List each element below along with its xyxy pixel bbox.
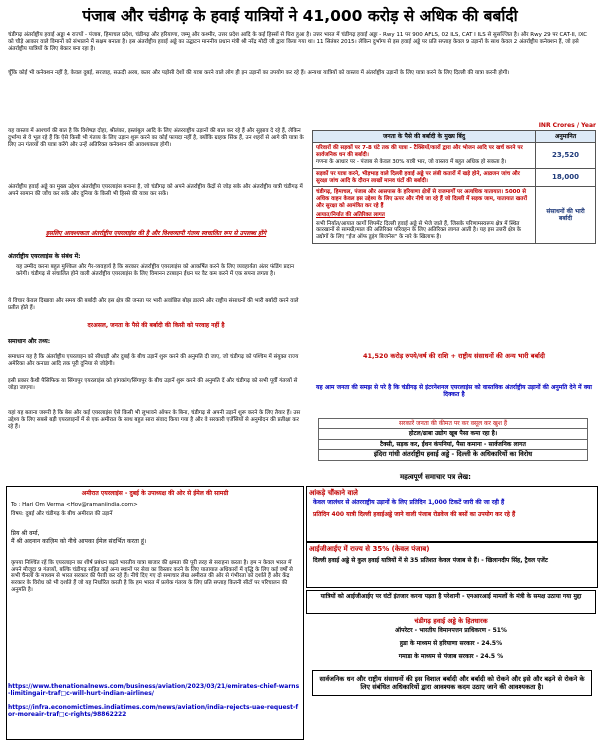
email-to-label: To : (11, 502, 21, 509)
left-paragraph-3: यह उम्मीद करना बहुत मुश्किल और गैर-व्यवहार्य है कि सरकार अंतर्राष्ट्रीय एयरलाइंस को आकर्षित करने के लिए व्यवहार्यता अंतर फंडिंग प्रदान करेगी। चंडीगढ़ से संचालित होने वाली अंतर्राष्ट्रीय एयरलाइंस के लिए विमानन टरबाइन ईंधन पर वैट कम करने में एक सपना लगता है। (16, 264, 295, 277)
stakeholder-3: गमाडा के माध्यम से पंजाब सरकार - 24.5 % (398, 653, 504, 660)
percentage-title: आईजीआईए में राज्य से 35% (केवल पंजाब) (309, 545, 430, 553)
waste-row-3 (313, 187, 536, 244)
percentage-box (306, 542, 598, 588)
stakeholder-1: ऑपरेटर - भारतीय विमानपत्तन प्राधिकरण - 51% (395, 627, 507, 634)
beneficiaries-table (318, 418, 588, 461)
waste-row-2-value: 18,000 (536, 168, 596, 187)
intro-paragraph-1: चंडीगढ़ अंतर्राष्ट्रीय हवाई अड्डा 4 राज्यों - पंजाब, हिमाचल प्रदेश, चंडीगढ़ और हरियाणा, जम्मू और कश्मीर, उत्तर प्रदेश आदि के कई हिस्सों से घिरा हुआ है। उत्तर भारत में चंडीगढ़ हवाई अड्डा - Rwy 11 पर 900 AFLS, 02 ILS, CAT I ILS से सुसज्जित है। और Rwy 29 पर CAT-II, IXC को चौड़े आकार वाले विमानों को संभालने में सक्षम बनाता है। इस अंतर्राष्ट्रीय हवाई अड्डे का उद्घाटन माननीय प्रधान मंत्री श्री नरेंद्र मोदी जी द्वारा किया गया था। 11 सितंबर 2015। लेकिन दुर्भाग्य से इस हवाई अड्डे पर प्रति सप्ताह केवल 9 उड़ानों के साथ केवल 2 अंतर्राष्ट्रीय कनेक्शन हैं, जो इसे अंतर्राष्ट्रीय यात्रियों के लिए बेकार बना रहा है। (8, 32, 588, 52)
email-body: कृपया निश्चिंत रहें कि एयरलाइन का शीर्ष प्रबंधन बढ़ते भारतीय यात्रा बाजार की क्षमता की पूरी तरह से सराहना करता है। हम न केवल भारत में अपने मौजूदा 9 गंतव्यों, बल्कि चंडीगढ़ सहित कई अन्य स्थानों पर सेवा का विस्तार करने के लिए यातायात अधिकारों में वृद्धि के लिए कई वर्षों से सभी चैनलों के माध्यम से भारत सरकार की पैरवी कर रहे हैं। नीचे दिए गए दो समाचार लेख अमीरात की ओर से गंभीरता को दर्शाते हैं और केंद्र सरकार के विरोध को भी दर्शाते हैं जो यह निर्धारित करती है कि हम भारत में प्रत्येक गंतव्य के लिए प्रति सप्ताह कितनी सीटों पर परिचालन की अनुमति है। (11, 559, 293, 593)
left-heading-international-airlines: अंतर्राष्ट्रीय एयरलाइंस के संबंध में: (8, 253, 81, 260)
intro-paragraph-2: चूँकि कोई भी कनेक्शन नहीं है, केवल दुबई, सरजाह, सऊदी अरब, कतर और पड़ोसी देशों की यात्रा करने वाले लोग ही इन उड़ानों का उपयोग कर रहे हैं। अन्यथा यात्रियों को वास्तव में अंतर्राष्ट्रीय उड़ानों के लिए यात्रा करने के लिए दिल्ली की यात्रा करनी होगी। (8, 70, 510, 76)
stats-box (306, 486, 598, 542)
left-paragraph-5: समाधान यह है कि अंतर्राष्ट्रीय एयरलाइन को सीधाड़ी और दुबई के बीच उड़ानें शुरू करने की अनुमति दी जाए, जो चंडीगढ़ को पश्चिम में संयुक्त राज्य अमेरिका और कनाडा आदि तक पूरी दुनिया से जोड़ेगी। (8, 354, 299, 367)
news-heading: महत्वपूर्ण समाचार पत्र लेख: (400, 473, 471, 481)
stakeholders-title: चंडीगढ़ हवाई अड्डे के हितधारक (414, 617, 488, 625)
beneficiaries-row-1: सरकारें जनता की कीमत पर कर वसूल कर खुश हैं (319, 419, 588, 429)
left-heading-waste: दरअसल, जनता के पैसे की बर्बादी की किसी को परवाह नहीं है (87, 322, 225, 329)
email-to (11, 502, 303, 509)
waste-row-1 (313, 143, 536, 168)
email-intro-line: मैं श्री अदनान काज़िम को नीचे आपका ईमेल संदर्भित करता हूं। (11, 538, 147, 546)
email-title: अमीरात एयरलाइंस - दुबई के उपाध्यक्ष की ओर से ईमेल की सामग्री (81, 490, 229, 497)
stats-title: आंकड़े चौंकाने वाले (309, 489, 358, 497)
article-link-1[interactable]: https://www.thenationalnews.com/business/aviation/2023/03/21/emirates-chief-warns-limitingair-traf□c-will-hurt-indian-airlines/ (8, 683, 300, 698)
waiting-box: यात्रियों को आईजीआईए पर घंटों इंतजार करना पड़ता है परेशानी - एनआरआई मामलों के मंत्री के समक्ष उठाया गया मुद्दा (306, 590, 596, 614)
stats-bullet-1: केवल जालंधर से अंतरराष्ट्रीय उड़ानों के लिए प्रतिदिन 1,000 टिकटें जारी की जा रही हैं (313, 499, 505, 507)
waste-row-1-note: गणना के आधार पर - पंजाब से केवल 30% यात्री भार, जो वास्तव में बहुत अधिक हो सकता है। (316, 159, 507, 165)
stats-bullet-2: प्रतिदिन 400 यात्री दिल्ली हवाईअड्डे जाने वाली पंजाब रोडवेज की बसों का उपयोग कर रहे हैं (313, 510, 516, 518)
beneficiaries-row-3: टैक्सी, सड़क कर, ईंधन कंपनियां, पैसा कमाना - सार्वजनिक लागत (319, 439, 588, 449)
waste-table-header: जनता के पैसे की बर्बादी के मुख्य बिंदु (313, 131, 536, 143)
waste-row-1-value: 23,520 (536, 143, 596, 168)
waste-table (312, 130, 596, 244)
waste-row-3-title: चंडीगढ़, हिमाचल, पंजाब और आसपास के हरियाणा क्षेत्रों से राजमार्गों पर अत्यधिक यातायात। 5000 से अधिक वाहन केवल इस उद्देश्य के लिए ऊपर और नीचे जा रहे हैं जो दिल्ली में सड़क जाम, यातायात खतरों और सुरक्षा को आमंत्रित कर रहे हैं (316, 189, 528, 209)
mid-question: यह आम जनता की समझ से परे है कि चंडीगढ़ से इंटरनेशनल एयरलाइंस को वास्तविक अंतर्राष्ट्रीय उड़ानों की अनुमति देने में क्या दिक्कत है (316, 384, 592, 399)
waste-row-3-value: संसाधनों की भारी बर्बादी (536, 187, 596, 244)
total-waste: 41,520 करोड़ रुपये/वर्ष की राशि + राष्ट्रीय संसाधनों की अन्य भारी बर्बादी (363, 352, 545, 360)
stakeholder-2: हुडा के माध्यम से हरियाणा सरकार - 24.5% (399, 640, 503, 647)
email-box (6, 486, 304, 740)
beneficiaries-row-4: इंदिरा गांधी अंतर्राष्ट्रीय हवाई अड्डे - दिल्ली के अधिकारियों का विरोध (319, 450, 588, 460)
left-paragraph-1: यह वास्तव में आश्चर्य की बात है कि विशेषज्ञ दोहा, श्रीलंका, इस्तांबुल आदि के लिए अंतरराष्ट्रीय उड़ानों की बात कर रहे हैं और सुझाव दे रहे हैं, लेकिन दुर्भाग्य से वे भूल रहे हैं कि ऐसे किसी भी गंतव्य के लिए उड़ान शुरू करने का कोई फायदा नहीं है, क्योंकि ग्राहक सिंक हैं, उन शहरों से आगे की यात्रा के लिए उन गंतव्यों की यात्रा करेंगे और उन्हें अतिरिक्त कनेक्शन की आवश्यकता होगी। (8, 128, 304, 148)
email-to-value: Hari Om Verma <Hov@ramaniindia.com> (22, 502, 138, 509)
email-subject: विषय: दुबई और चंडीगढ़ के बीच अमीरात की उड़ानें (11, 511, 113, 518)
left-heading-airlines-needed: इसलिए आवश्यकता अंतर्राष्ट्रीय एयरलाइंस की है और विश्वव्यापी गंतव्य स्वचालित रूप से उपलब्ध होंगे (45, 230, 267, 237)
left-heading-solution: समाधान और तथ्य: (8, 338, 51, 345)
beneficiaries-row-2: होटल/ढाबा उद्योग खूब पैसा कमा रहा है। (319, 429, 588, 439)
inr-units-label: INR Crores / Year (538, 122, 596, 129)
waste-table-header-estimate: अनुमानित (536, 131, 596, 143)
page-title: पंजाब और चंडीगढ़ के हवाई यात्रियों ने 41,000 करोड़ से अधिक की बर्बादी (82, 7, 518, 25)
left-paragraph-7: यहां यह बताना जरूरी है कि बेस और कई एयरलाइंस ऐसे किसी भी लुभावने ऑफर के बिना, चंडीगढ़ से अपनी उड़ानें शुरू करने के लिए तैयार हैं। उस उद्देश्य के लिए सबसे बड़ी एयरलाइनों में से एक अमीरात के साथ बहुत सारा संवाद किया गया है और वे सरकारी एजेंसियों से अनुमोदन की प्रतीक्षा कर रहे हैं। (8, 410, 301, 430)
left-paragraph-2: अंतर्राष्ट्रीय हवाई अड्डे का मुख्य उद्देश्य अंतर्राष्ट्रीय एयरलाइंस बनाना है, जो चंडीगढ़ को अपने अंतर्राष्ट्रीय केंद्रों से जोड़ सके और अंतर्राष्ट्रीय यात्री चंडीगढ़ में अपने सामान की जाँच कर सकें और दुनिया के किसी भी हिस्से की यात्रा कर सकें। (8, 184, 303, 197)
waste-row-1-title: परिवारों की सड़कों पर 7-8 घंटे तक की यात्रा - टैक्सियों/कारों द्वारा और भोजन आदि पर खर्च करने पर सार्वजनिक धन की बर्बादी। (316, 145, 523, 159)
email-greeting: प्रिय श्री वर्मा, (11, 530, 40, 537)
article-link-2[interactable]: https://infra.economictimes.indiatimes.com/news/aviation/india-rejects-uae-request-for-moreair-traf□c-rights/98862222 (8, 704, 299, 719)
left-paragraph-6: इसी प्रकार कैथी पैसिफिक या सिंगापुर एयरलाइंस को हांगकांग/सिंगापुर के बीच उड़ानें शुरू करने की अनुमति दें और चंडीगढ़ को सभी पूर्वी गंतव्यों से जोड़ा जाएगा। (8, 378, 298, 391)
waste-row-3-subtitle: आयात/निर्यात की अतिरिक्त लागत (316, 211, 385, 218)
percentage-text: दिल्ली हवाई अड्डे से कुल हवाई यात्रियों में से 35 प्रतिशत केवल पंजाब से हैं। - खिलानदीप सिंह, ट्रैवल एजेंट (313, 557, 548, 565)
left-paragraph-4: ये विचार केवल दिखावा और समय की बर्बादी और इस क्षेत्र की जनता पर भारी अवांछित बोझ डालने और राष्ट्रीय संसाधनों की भारी बर्बादी करने वाले प्रतीत होते हैं। (8, 298, 299, 311)
final-statement: सार्वजनिक धन और राष्ट्रीय संसाधनों की इस विशाल बर्बादी और बर्बादी को रोकने और इसे और बढ़ने से रोकने के लिए संबंधित अधिकारियों द्वारा आवश्यक कदम उठाए जाने की आवश्यकता है। (312, 670, 592, 696)
waste-row-3-note: सभी निर्यात/आयात कार्गो शिपमेंट दिल्ली हवाई अड्डे से भेजे जाते हैं, जिसके परिणामस्वरूप क्षेत्र में स्थित कारखानों से सामग्री/माल की अतिरिक्त परिवहन के लिए अतिरिक्त लागत आती है। यह इस उत्तरी क्षेत्र के उद्योगों के लिए "ईज ऑफ डूइंग बिजनेस" के नारे के खिलाफ है। (316, 220, 521, 241)
waste-row-2: सड़कों पर यात्रा करने, भीड़भाड़ वाले दिल्ली हवाई अड्डे पर लंबी कतारों में खड़े होने, आव्रजन जांच और सुरक्षा जांच आदि के दौरान लाखों मानव घंटों की बर्बादी। (313, 168, 536, 187)
